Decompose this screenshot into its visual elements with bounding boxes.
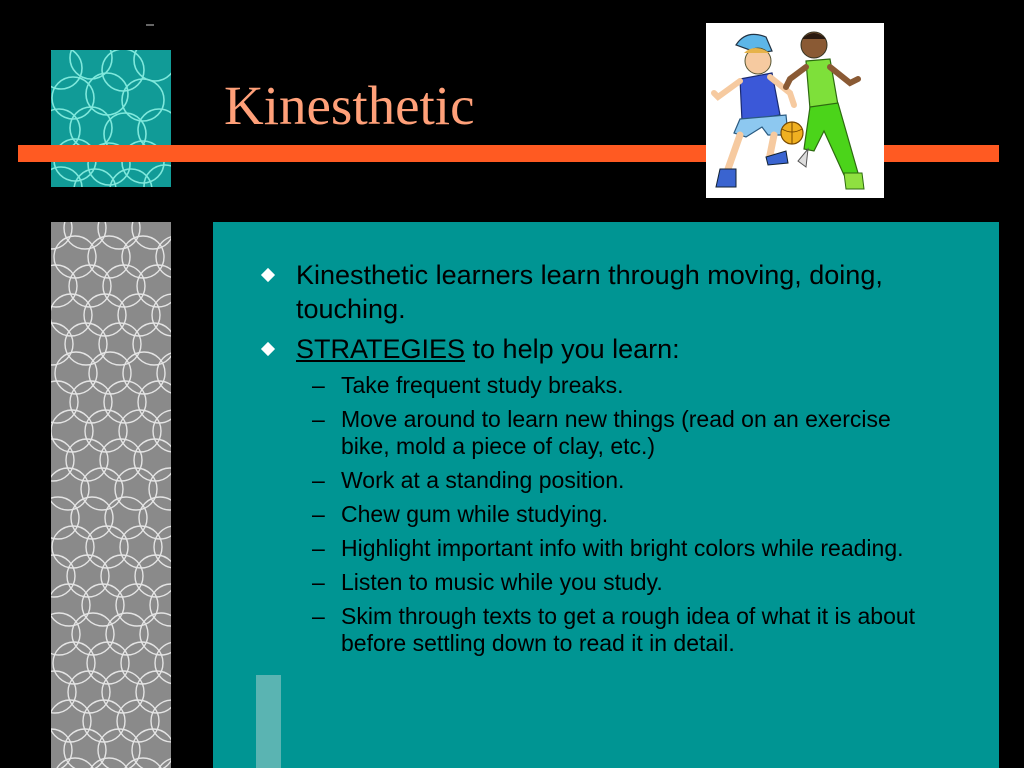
teal-circle-pattern-square — [51, 50, 171, 187]
dash-bullet: – — [312, 406, 325, 432]
basketball-players-image — [706, 23, 884, 198]
diamond-bullet-icon — [261, 268, 275, 282]
bullet-text: Kinesthetic learners learn through moving, doing, touching. — [296, 260, 883, 324]
strategy-text: Move around to learn new things (read on an exercise bike, mold a piece of clay, etc.) — [341, 406, 891, 459]
strategy-item — [304, 467, 941, 494]
dash-bullet: – — [312, 501, 325, 527]
strategy-item — [304, 406, 941, 460]
dash-bullet: – — [312, 467, 325, 493]
strategy-text: Chew gum while studying. — [341, 501, 609, 527]
slide-title: Kinesthetic — [224, 75, 475, 136]
strategy-text: Work at a standing position. — [341, 467, 625, 493]
dash-bullet: – — [312, 535, 325, 561]
strategy-item — [304, 372, 941, 399]
dash-bullet: – — [312, 603, 325, 629]
strategy-item — [304, 603, 941, 657]
bullet-item — [260, 258, 940, 326]
bullet-text-underlined: STRATEGIES — [296, 334, 466, 364]
bullet-text: to help you learn: — [465, 334, 680, 364]
strategy-item — [304, 535, 941, 562]
strategy-text: Highlight important info with bright colors while reading. — [341, 535, 904, 561]
gray-circle-pattern-column — [51, 222, 171, 768]
bullet-item — [260, 332, 940, 366]
strategy-item — [304, 501, 941, 528]
strategy-list — [304, 372, 940, 657]
content-list — [260, 258, 940, 664]
strategy-item — [304, 569, 941, 596]
diamond-bullet-icon — [261, 342, 275, 356]
strategy-text: Take frequent study breaks. — [341, 372, 624, 398]
dash-bullet: – — [312, 372, 325, 398]
decorative-strip — [256, 675, 281, 768]
strategy-text: Skim through texts to get a rough idea of what it is about before settling down to read it in detail. — [341, 603, 916, 656]
decorative-tick — [146, 24, 154, 26]
dash-bullet: – — [312, 569, 325, 595]
strategy-text: Listen to music while you study. — [341, 569, 663, 595]
